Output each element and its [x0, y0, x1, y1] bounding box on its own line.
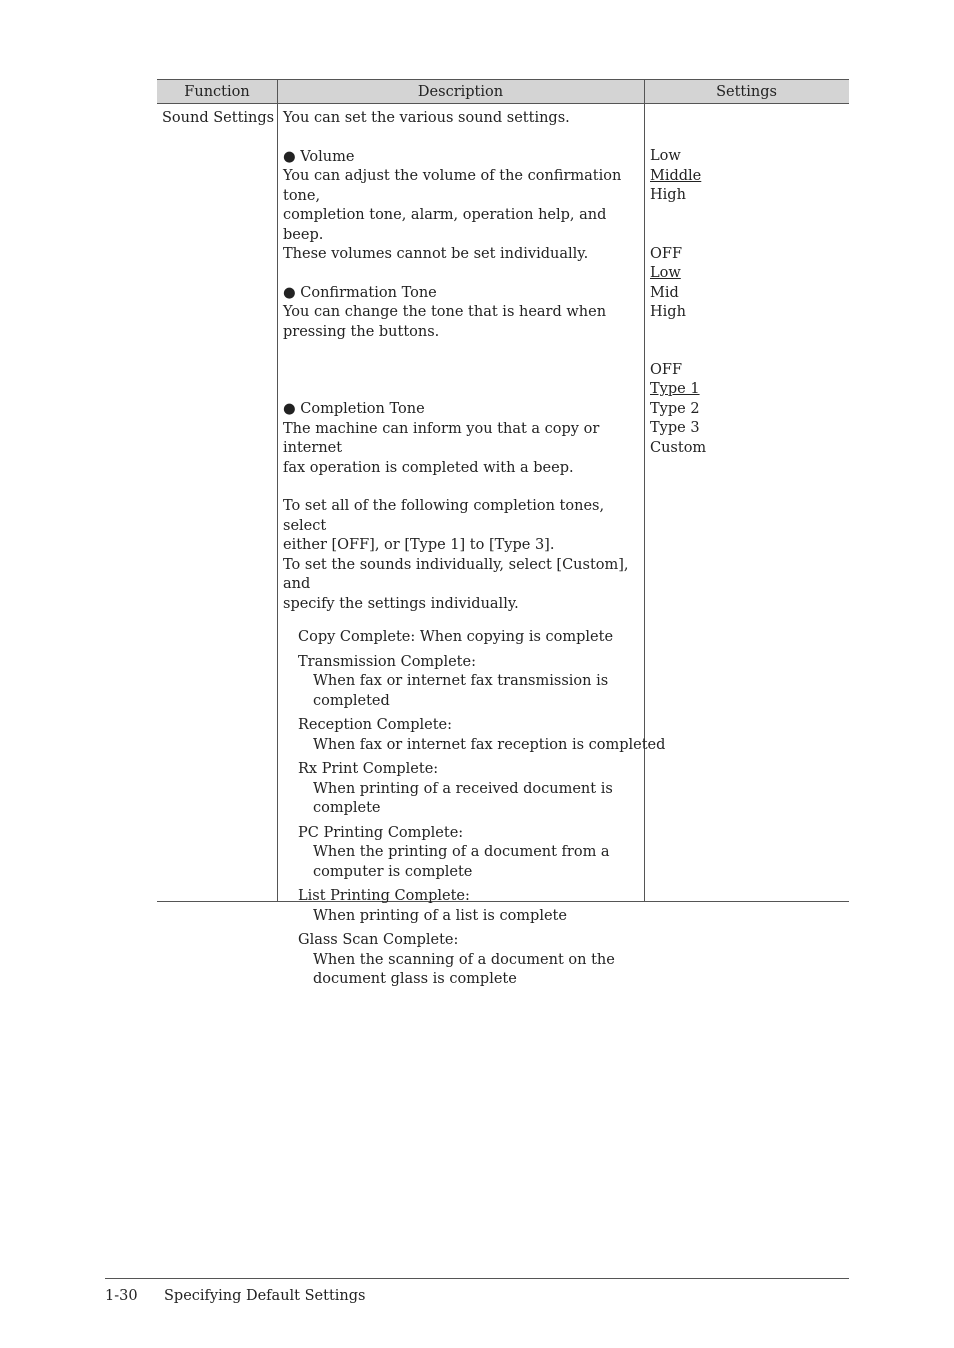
item-detail: When the printing of a document from a — [313, 844, 610, 860]
table-header — [157, 79, 849, 104]
option-value: Type 2 — [650, 400, 700, 417]
volume-description — [283, 148, 645, 265]
item-detail: computer is complete — [313, 863, 473, 880]
item-detail: When printing of a list is complete — [313, 907, 567, 924]
item-detail: When fax or internet fax transmission is — [313, 673, 609, 689]
item-head: PC Printing Complete: — [298, 824, 464, 841]
confirmation-tone-options — [650, 245, 846, 323]
description-line: fax operation is completed with a beep. — [283, 459, 574, 476]
option-value: Type 3 — [650, 420, 700, 436]
header-description: Description — [417, 84, 504, 100]
item-detail: When printing of a received document is — [313, 780, 613, 797]
item-head: Glass Scan Complete: — [298, 932, 459, 948]
item-head: Copy Complete: When copying is complete — [298, 629, 614, 645]
item-head: Reception Complete: — [298, 717, 452, 733]
description-line: completion tone, alarm, operation help, and beep. — [283, 207, 607, 243]
option-value: OFF — [650, 361, 683, 378]
option-value: Custom — [650, 439, 707, 456]
option-value-default: Middle — [650, 167, 702, 184]
list-item — [298, 760, 645, 819]
confirmation-tone-title: ● Confirmation Tone — [283, 284, 437, 301]
intro-text: You can set the various sound settings. — [283, 110, 570, 126]
completion-tone-description — [283, 400, 666, 990]
volume-title: ● Volume — [283, 148, 355, 165]
option-value-default: Type 1 — [650, 381, 700, 397]
description-line: either [OFF], or [Type 1] to [Type 3]. — [283, 537, 555, 553]
item-head: Transmission Complete: — [298, 653, 476, 670]
description-line: pressing the buttons. — [283, 323, 440, 340]
list-item — [298, 931, 645, 990]
option-value: High — [650, 187, 686, 203]
completion-tone-options — [650, 361, 846, 459]
section-title: Specifying Default Settings — [164, 1288, 366, 1304]
option-value: Mid — [650, 284, 679, 301]
option-value-default: Low — [650, 265, 681, 281]
description-line: specify the settings individually. — [283, 595, 519, 612]
list-item — [298, 824, 645, 883]
list-item — [298, 716, 666, 755]
option-value: High — [650, 304, 686, 320]
confirmation-tone-description — [283, 284, 645, 343]
settings-cell — [650, 109, 846, 458]
option-value: OFF — [650, 245, 683, 262]
description-line: To set the sounds individually, select [Custom], and — [283, 556, 629, 592]
item-detail: When the scanning of a document on the — [313, 951, 615, 968]
list-item — [298, 628, 645, 648]
description-line: These volumes cannot be set individually. — [283, 246, 589, 262]
footer-rule — [105, 1278, 849, 1279]
settings-table — [157, 79, 849, 987]
completion-items-list — [283, 628, 666, 990]
header-settings: Settings — [716, 84, 777, 100]
item-detail: complete — [313, 800, 381, 816]
description-line: To set all of the following completion tones, select — [283, 498, 605, 534]
volume-options — [650, 147, 846, 206]
column-divider — [277, 79, 278, 902]
description-line: The machine can inform you that a copy or internet — [283, 420, 600, 456]
option-value: Low — [650, 148, 681, 164]
item-detail: document glass is complete — [313, 971, 517, 987]
list-item — [298, 653, 645, 712]
header-function: Function — [184, 84, 250, 100]
item-detail: When fax or internet fax reception is completed — [313, 736, 666, 753]
item-detail: completed — [313, 692, 390, 709]
item-head: List Printing Complete: — [298, 888, 470, 904]
completion-tone-title: ● Completion Tone — [283, 401, 425, 417]
function-cell: Sound Settings — [162, 110, 275, 126]
completion-tone-instructions — [283, 497, 645, 614]
item-head: Rx Print Complete: — [298, 761, 439, 777]
description-line: You can adjust the volume of the confirmation tone, — [283, 168, 622, 204]
page-number: 1-30 — [105, 1288, 138, 1304]
list-item — [298, 887, 645, 926]
description-line: You can change the tone that is heard when — [283, 304, 607, 320]
